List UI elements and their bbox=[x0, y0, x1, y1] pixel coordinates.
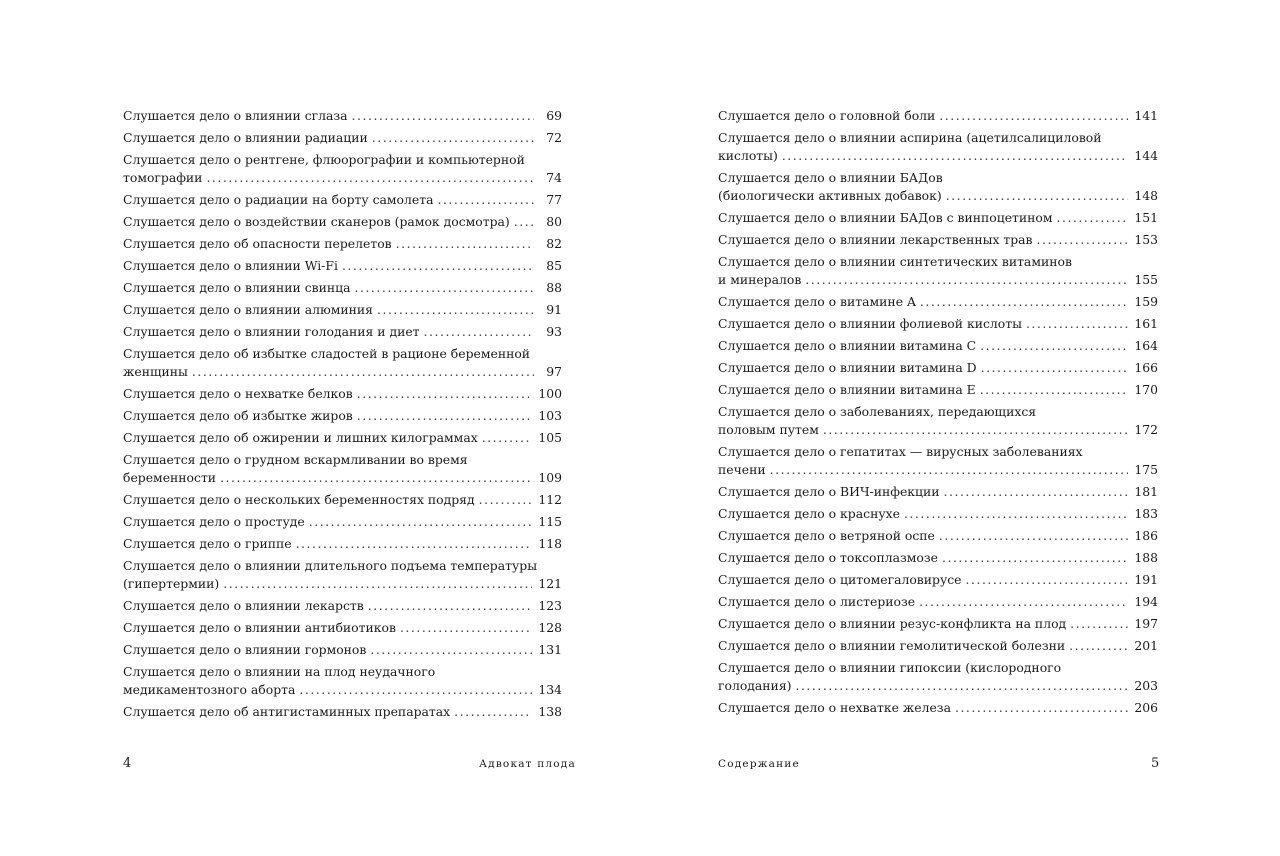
toc-entry-title: Слушается дело о головной боли bbox=[718, 108, 936, 123]
dot-leader bbox=[424, 323, 534, 341]
toc-entry-title: Слушается дело о влиянии БАДов с винпоцетином bbox=[718, 210, 1053, 225]
dot-leader bbox=[342, 257, 534, 275]
dot-leader bbox=[920, 293, 1128, 311]
dot-leader bbox=[482, 429, 533, 447]
toc-entry[interactable] bbox=[123, 535, 562, 553]
toc-entry-title: Слушается дело о воздействии сканеров (рамок досмотра) bbox=[123, 214, 510, 229]
dot-leader bbox=[377, 301, 534, 319]
toc-entry-title: Слушается дело о влиянии сглаза bbox=[123, 108, 348, 123]
toc-entry[interactable] bbox=[123, 151, 562, 187]
toc-entry[interactable] bbox=[123, 129, 562, 147]
toc-page-number: 82 bbox=[546, 236, 562, 251]
toc-entry-title: половым путем bbox=[718, 422, 819, 437]
toc-page-number: 74 bbox=[546, 170, 562, 185]
dot-leader bbox=[368, 597, 533, 615]
toc-entry[interactable] bbox=[718, 571, 1158, 589]
toc-entry[interactable] bbox=[123, 301, 562, 319]
toc-entry[interactable] bbox=[718, 527, 1158, 545]
dot-leader bbox=[942, 549, 1128, 567]
toc-entry-title: Слушается дело о влиянии фолиевой кислоты bbox=[718, 316, 1022, 331]
toc-entry-title: Слушается дело о влиянии голодания и диет bbox=[123, 324, 420, 339]
dot-leader bbox=[805, 271, 1128, 289]
toc-entry[interactable] bbox=[123, 385, 562, 403]
dot-leader bbox=[220, 469, 532, 487]
toc-entry-title: Слушается дело о цитомегаловирусе bbox=[718, 572, 962, 587]
toc-entry[interactable] bbox=[718, 129, 1158, 165]
toc-page-number: 72 bbox=[546, 130, 562, 145]
toc-page-number: 159 bbox=[1134, 294, 1158, 309]
toc-entry[interactable] bbox=[123, 213, 562, 231]
toc-entry[interactable] bbox=[123, 513, 562, 531]
toc-entry-title: Слушается дело об антигистаминных препаратах bbox=[123, 704, 451, 719]
toc-entry[interactable] bbox=[123, 451, 562, 487]
toc-page-number: 164 bbox=[1134, 338, 1158, 353]
toc-entry-title: Слушается дело о влиянии гормонов bbox=[123, 642, 367, 657]
toc-page-number: 186 bbox=[1134, 528, 1158, 543]
toc-entry[interactable] bbox=[123, 257, 562, 275]
toc-entry[interactable] bbox=[718, 253, 1158, 289]
toc-entry[interactable] bbox=[718, 107, 1158, 125]
toc-entry-title-line: Слушается дело о влиянии аспирина (ацетилсалициловой bbox=[718, 130, 1102, 145]
toc-entry[interactable] bbox=[718, 315, 1158, 333]
toc-page-number: 105 bbox=[538, 430, 562, 445]
dot-leader bbox=[823, 421, 1129, 439]
dot-leader bbox=[296, 535, 533, 553]
toc-entry-title: Слушается дело о влиянии Wi-Fi bbox=[123, 258, 338, 273]
toc-page-number: 148 bbox=[1134, 188, 1158, 203]
toc-entry-title: Слушается дело о токсоплазмозе bbox=[718, 550, 938, 565]
toc-entry-title: Слушается дело о влиянии витамина C bbox=[718, 338, 977, 353]
toc-entry[interactable] bbox=[123, 703, 562, 721]
dot-leader bbox=[1057, 209, 1129, 227]
left-running-head: Адвокат плода bbox=[479, 758, 576, 770]
toc-entry-title: Слушается дело о влиянии радиации bbox=[123, 130, 368, 145]
toc-page-number: 85 bbox=[546, 258, 562, 273]
toc-page-number: 144 bbox=[1134, 148, 1158, 163]
toc-entry[interactable] bbox=[123, 619, 562, 637]
dot-leader bbox=[966, 571, 1129, 589]
toc-entry-title: томографии bbox=[123, 170, 203, 185]
dot-leader bbox=[223, 575, 532, 593]
toc-entry-title: Слушается дело о радиации на борту самолета bbox=[123, 192, 434, 207]
toc-page-number: 172 bbox=[1134, 422, 1158, 437]
toc-entry[interactable] bbox=[718, 231, 1158, 249]
toc-entry-title: Слушается дело о влиянии лекарств bbox=[123, 598, 364, 613]
dot-leader bbox=[980, 381, 1129, 399]
toc-page-number: 109 bbox=[538, 470, 562, 485]
toc-entry-title: Слушается дело о влиянии резус-конфликта на плод bbox=[718, 616, 1067, 631]
dot-leader bbox=[782, 147, 1129, 165]
dot-leader bbox=[939, 527, 1128, 545]
dot-leader bbox=[981, 359, 1129, 377]
toc-entry[interactable] bbox=[718, 209, 1158, 227]
toc-page-number: 80 bbox=[546, 214, 562, 229]
dot-leader bbox=[955, 699, 1128, 717]
toc-page-number: 197 bbox=[1134, 616, 1158, 631]
toc-entry-title: Слушается дело о листериозе bbox=[718, 594, 916, 609]
toc-entry-title-line: Слушается дело о заболеваниях, передающихся bbox=[718, 404, 1037, 419]
toc-entry-title: кислоты) bbox=[718, 148, 778, 163]
dot-leader bbox=[795, 677, 1128, 695]
toc-entry[interactable] bbox=[123, 191, 562, 209]
toc-entry-title-line: Слушается дело о влиянии синтетических витаминов bbox=[718, 254, 1072, 269]
toc-entry[interactable] bbox=[718, 637, 1158, 655]
toc-entry[interactable] bbox=[123, 557, 562, 593]
toc-entry-title-line: Слушается дело о влиянии на плод неудачного bbox=[123, 664, 436, 679]
toc-page-number: 155 bbox=[1134, 272, 1158, 287]
toc-page-number: 115 bbox=[538, 514, 562, 529]
toc-entry-title: Слушается дело о влиянии гемолитической болезни bbox=[718, 638, 1066, 653]
toc-entry-title: Слушается дело о ВИЧ-инфекции bbox=[718, 484, 940, 499]
dot-leader bbox=[770, 461, 1129, 479]
toc-page-number: 194 bbox=[1134, 594, 1158, 609]
toc-entry[interactable] bbox=[718, 615, 1158, 633]
toc-entry-title-line: Слушается дело о влиянии БАДов bbox=[718, 170, 943, 185]
toc-entry-title: Слушается дело о гриппе bbox=[123, 536, 292, 551]
toc-entry[interactable] bbox=[123, 597, 562, 615]
toc-page-number: 121 bbox=[538, 576, 562, 591]
toc-page-number: 88 bbox=[546, 280, 562, 295]
toc-page-number: 191 bbox=[1134, 572, 1158, 587]
toc-entry[interactable] bbox=[718, 549, 1158, 567]
dot-leader bbox=[904, 505, 1128, 523]
toc-entry-title: Слушается дело о влиянии витамина E bbox=[718, 382, 976, 397]
toc-page-number: 153 bbox=[1134, 232, 1158, 247]
toc-entry-title: Слушается дело о влиянии свинца bbox=[123, 280, 351, 295]
toc-page-number: 131 bbox=[538, 642, 562, 657]
toc-entry-title: голодания) bbox=[718, 678, 792, 693]
toc-entry-title: Слушается дело о влиянии антибиотиков bbox=[123, 620, 396, 635]
toc-page-number: 97 bbox=[546, 364, 562, 379]
left-page-toc bbox=[123, 107, 562, 725]
toc-page-number: 175 bbox=[1134, 462, 1158, 477]
toc-page-number: 166 bbox=[1134, 360, 1158, 375]
dot-leader bbox=[372, 129, 534, 147]
toc-entry[interactable] bbox=[123, 345, 562, 381]
dot-leader bbox=[206, 169, 534, 187]
toc-entry[interactable] bbox=[123, 323, 562, 341]
toc-page-number: 188 bbox=[1134, 550, 1158, 565]
toc-entry[interactable] bbox=[718, 659, 1158, 695]
toc-entry-title-line: Слушается дело о грудном вскармливании во время bbox=[123, 452, 468, 467]
toc-page-number: 151 bbox=[1134, 210, 1158, 225]
toc-entry[interactable] bbox=[123, 491, 562, 509]
toc-entry[interactable] bbox=[123, 429, 562, 447]
toc-page-number: 100 bbox=[538, 386, 562, 401]
toc-entry[interactable] bbox=[123, 641, 562, 659]
toc-entry-title-line: Слушается дело о рентгене, флюорографии и компьютерной bbox=[123, 152, 525, 167]
toc-entry-title: (гипертермии) bbox=[123, 576, 220, 591]
toc-entry-title: Слушается дело о нескольких беременностях подряд bbox=[123, 492, 475, 507]
dot-leader bbox=[1069, 637, 1128, 655]
toc-entry-title: Слушается дело о нехватке белков bbox=[123, 386, 353, 401]
toc-entry-title: и минералов bbox=[718, 272, 802, 287]
dot-leader bbox=[946, 187, 1129, 205]
toc-entry-title: Слушается дело о ветряной оспе bbox=[718, 528, 935, 543]
toc-entry-title: Слушается дело об ожирении и лишних килограммах bbox=[123, 430, 478, 445]
toc-entry[interactable] bbox=[718, 443, 1158, 479]
toc-page-number: 141 bbox=[1134, 108, 1158, 123]
toc-page-number: 203 bbox=[1134, 678, 1158, 693]
dot-leader bbox=[939, 107, 1128, 125]
dot-leader bbox=[309, 513, 533, 531]
toc-entry-title: беременности bbox=[123, 470, 217, 485]
toc-page-number: 183 bbox=[1134, 506, 1158, 521]
dot-leader bbox=[980, 337, 1128, 355]
toc-entry[interactable] bbox=[718, 337, 1158, 355]
toc-page-number: 103 bbox=[538, 408, 562, 423]
toc-entry-title: Слушается дело о влиянии лекарственных трав bbox=[718, 232, 1033, 247]
toc-entry-title: (биологически активных добавок) bbox=[718, 188, 942, 203]
dot-leader bbox=[1070, 615, 1128, 633]
toc-entry-title: Слушается дело о влиянии алюминия bbox=[123, 302, 373, 317]
toc-entry[interactable] bbox=[718, 359, 1158, 377]
toc-page-number: 69 bbox=[546, 108, 562, 123]
right-folio: 5 bbox=[1151, 756, 1160, 771]
dot-leader bbox=[479, 491, 533, 509]
toc-entry-title: женщины bbox=[123, 364, 188, 379]
toc-entry-title-line: Слушается дело о влиянии гипоксии (кислородного bbox=[718, 660, 1062, 675]
toc-page-number: 123 bbox=[538, 598, 562, 613]
toc-entry[interactable] bbox=[718, 293, 1158, 311]
right-page-toc bbox=[718, 107, 1158, 721]
dot-leader bbox=[354, 279, 534, 297]
toc-entry[interactable] bbox=[123, 107, 562, 125]
toc-entry-title: Слушается дело о нехватке железа bbox=[718, 700, 951, 715]
toc-entry-title-line: Слушается дело об избытке сладостей в рационе беременной bbox=[123, 346, 531, 361]
dot-leader bbox=[400, 619, 532, 637]
toc-entry-title: медикаментозного аборта bbox=[123, 682, 296, 697]
dot-leader bbox=[514, 213, 534, 231]
dot-leader bbox=[192, 363, 534, 381]
toc-page-number: 112 bbox=[538, 492, 562, 507]
toc-page-number: 93 bbox=[546, 324, 562, 339]
dot-leader bbox=[299, 681, 532, 699]
toc-page-number: 206 bbox=[1134, 700, 1158, 715]
dot-leader bbox=[437, 191, 534, 209]
toc-page-number: 201 bbox=[1134, 638, 1158, 653]
dot-leader bbox=[357, 385, 533, 403]
toc-entry-title-line: Слушается дело о влиянии длительного подъема температуры bbox=[123, 558, 538, 573]
toc-entry-title: Слушается дело о витамине A bbox=[718, 294, 916, 309]
toc-entry[interactable] bbox=[718, 505, 1158, 523]
toc-page-number: 161 bbox=[1134, 316, 1158, 331]
toc-entry-title: Слушается дело о простуде bbox=[123, 514, 305, 529]
dot-leader bbox=[1037, 231, 1129, 249]
toc-page-number: 77 bbox=[546, 192, 562, 207]
dot-leader bbox=[352, 107, 534, 125]
toc-entry[interactable] bbox=[123, 407, 562, 425]
right-running-head: Содержание bbox=[718, 758, 800, 770]
dot-leader bbox=[396, 235, 534, 253]
toc-entry[interactable] bbox=[718, 403, 1158, 439]
toc-entry-title: Слушается дело о краснухе bbox=[718, 506, 900, 521]
toc-entry[interactable] bbox=[718, 593, 1158, 611]
toc-page-number: 118 bbox=[538, 536, 562, 551]
toc-entry-title: Слушается дело об опасности перелетов bbox=[123, 236, 392, 251]
toc-entry[interactable] bbox=[718, 169, 1158, 205]
toc-page-number: 91 bbox=[546, 302, 562, 317]
dot-leader bbox=[357, 407, 533, 425]
toc-page-number: 128 bbox=[538, 620, 562, 635]
toc-entry[interactable] bbox=[123, 279, 562, 297]
dot-leader bbox=[454, 703, 532, 721]
dot-leader bbox=[1026, 315, 1128, 333]
toc-page-number: 138 bbox=[538, 704, 562, 719]
toc-entry-title: печени bbox=[718, 462, 766, 477]
toc-entry-title-line: Слушается дело о гепатитах — вирусных заболеваниях bbox=[718, 444, 1083, 459]
dot-leader bbox=[919, 593, 1128, 611]
toc-page-number: 134 bbox=[538, 682, 562, 697]
toc-entry[interactable] bbox=[718, 483, 1158, 501]
toc-page-number: 170 bbox=[1134, 382, 1158, 397]
toc-entry-title: Слушается дело об избытке жиров bbox=[123, 408, 353, 423]
toc-entry[interactable] bbox=[123, 663, 562, 699]
toc-entry-title: Слушается дело о влиянии витамина D bbox=[718, 360, 977, 375]
toc-page-number: 181 bbox=[1134, 484, 1158, 499]
dot-leader bbox=[370, 641, 532, 659]
toc-entry[interactable] bbox=[123, 235, 562, 253]
toc-entry[interactable] bbox=[718, 381, 1158, 399]
toc-entry[interactable] bbox=[718, 699, 1158, 717]
left-folio: 4 bbox=[123, 756, 132, 771]
dot-leader bbox=[944, 483, 1129, 501]
